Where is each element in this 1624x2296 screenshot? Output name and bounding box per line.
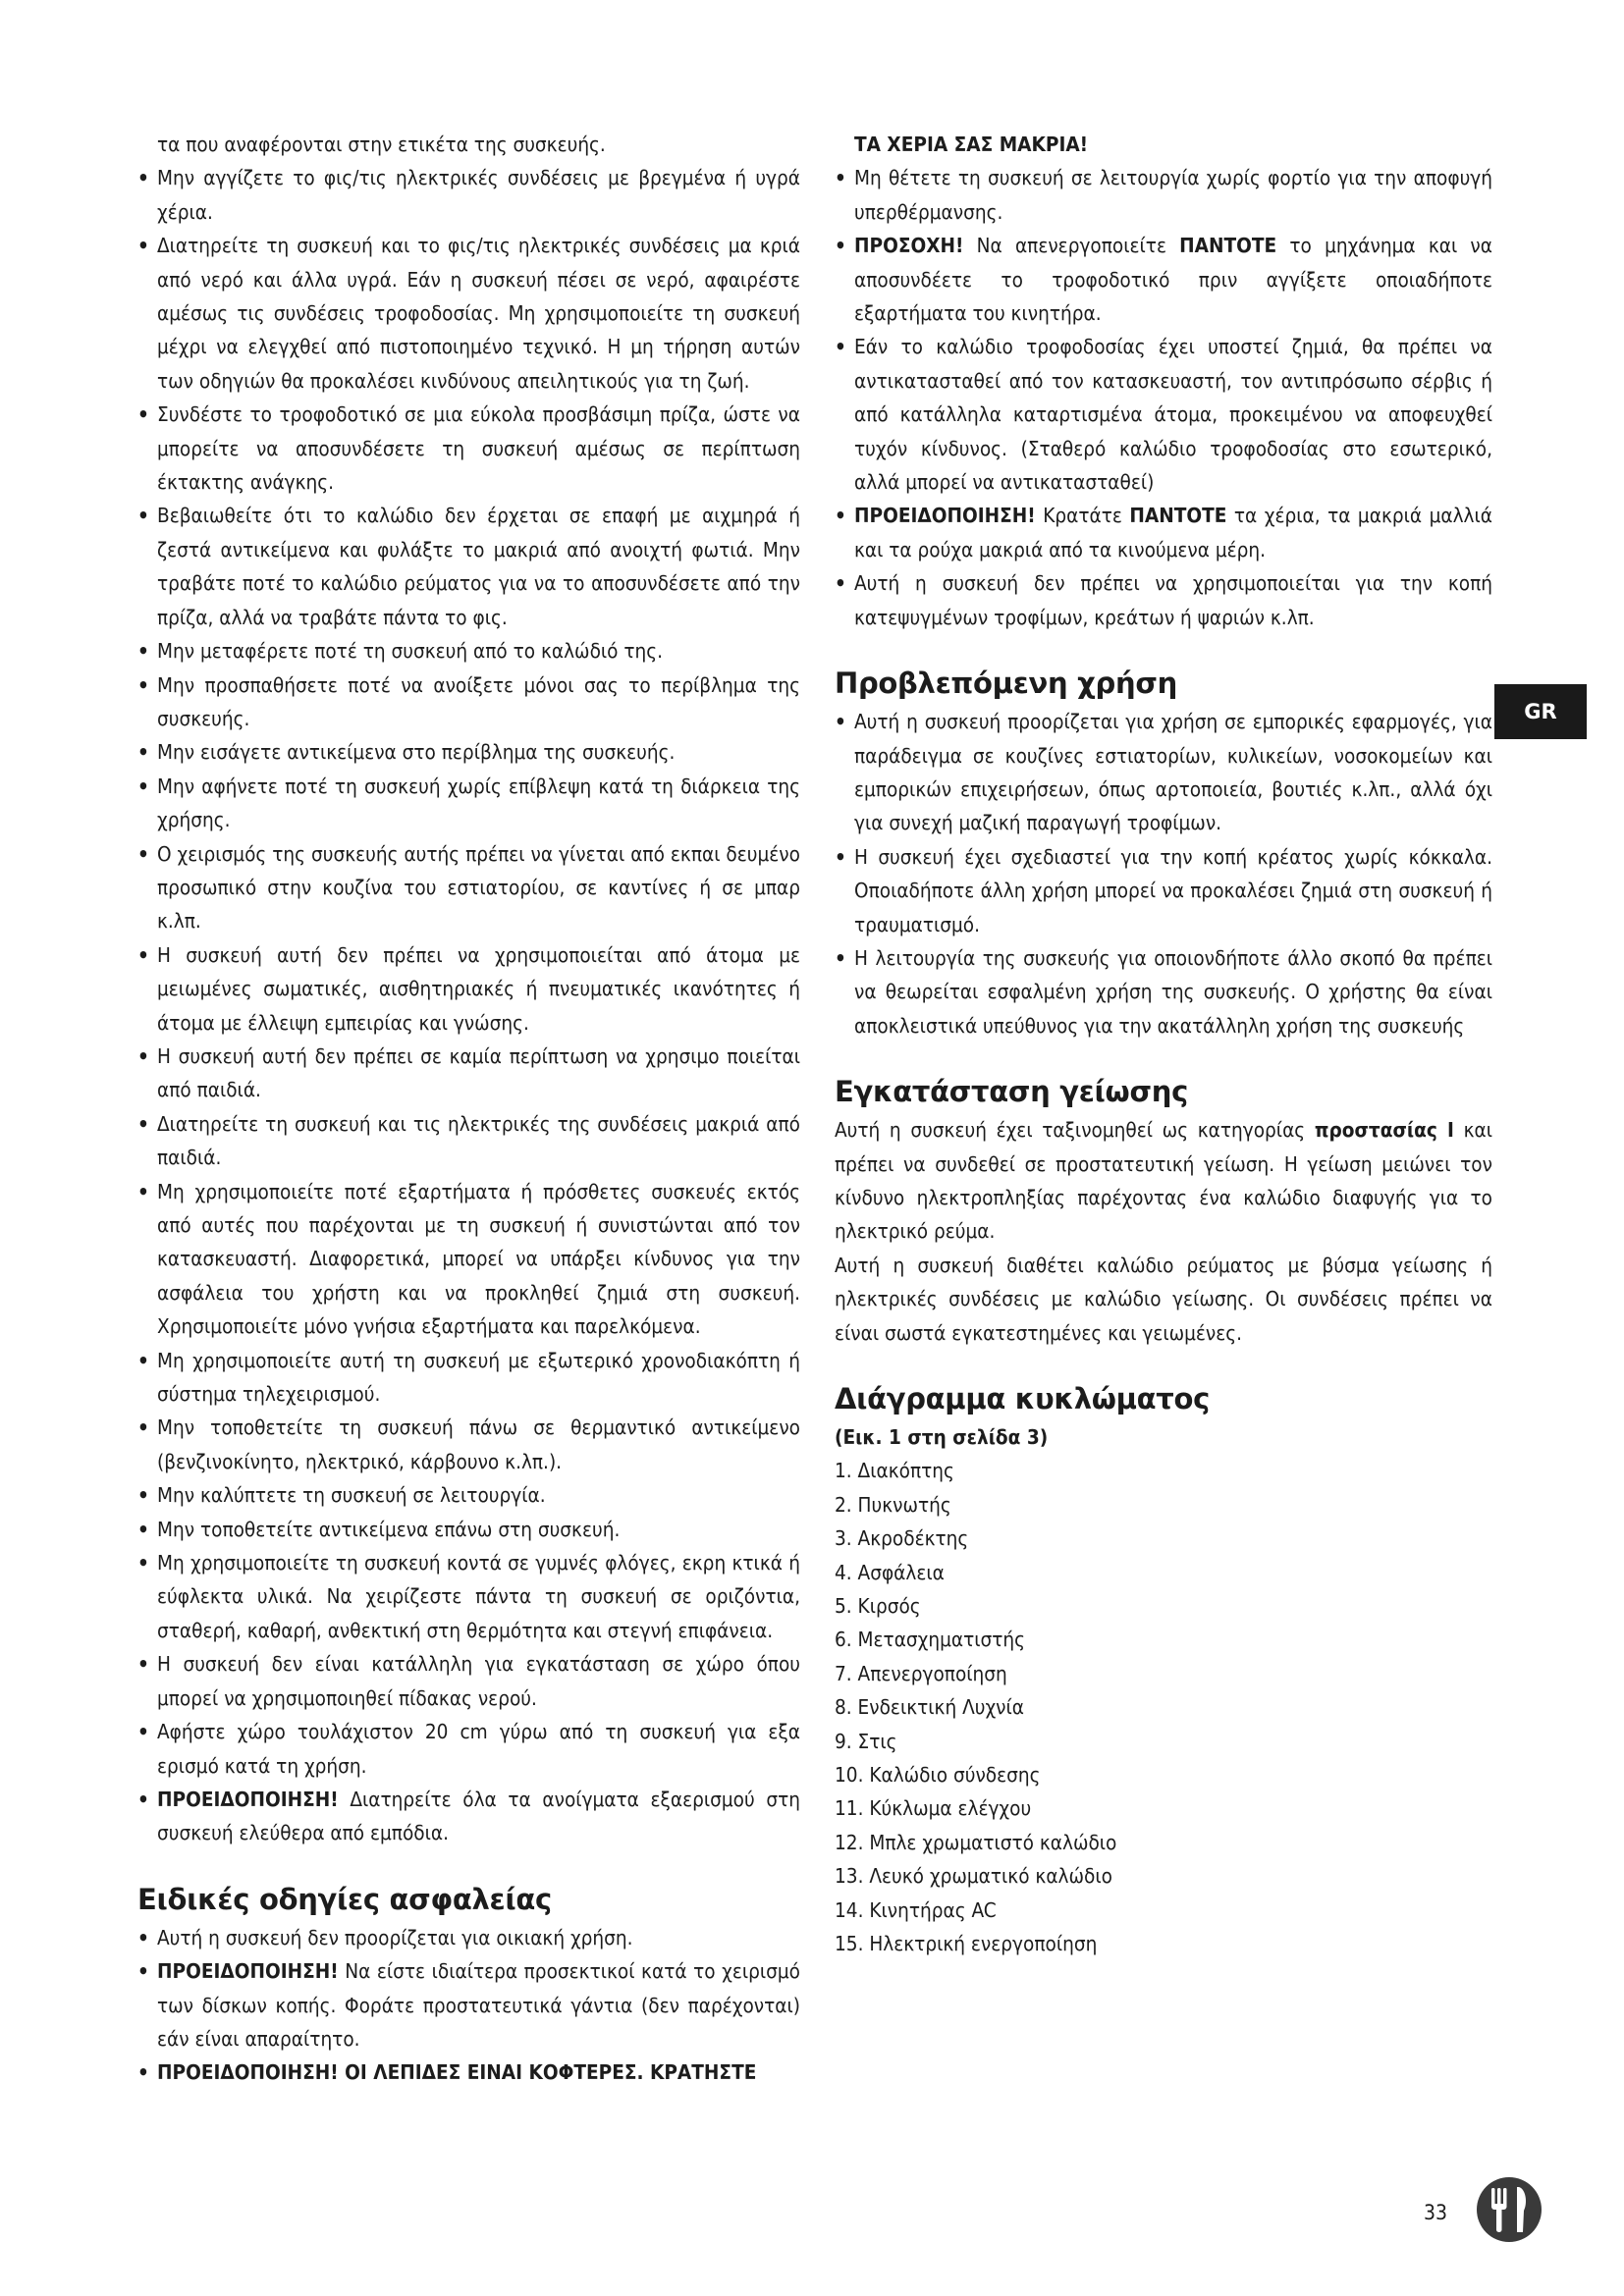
safety-item xyxy=(835,499,1492,566)
safety-item: • Μην εισάγετε αντικείμενα στο περίβλημα της συσκευής. xyxy=(137,735,800,769)
continued-text: τα που αναφέρονται στην ετικέτα της συσκευής. xyxy=(157,133,606,156)
parts-list-item: 7. Απενεργοποίηση xyxy=(835,1661,1007,1685)
use-item: • Αυτή η συσκευή προορίζεται για χρήση σε εμπορικές εφαρμογές, για παράδειγμα σε κουζίνες εστιατορίων, κυλικείων, νοσοκομείων και εμπορικών επιχειρήσεων, όπως αρτοποιεία, βουτιές κ.λπ., αλλά όχι για συνεχή μαζική παραγωγή τροφίμων. xyxy=(835,705,1492,840)
safety-item: • Αφήστε χώρο τουλάχιστον 20 cm γύρω από τη συσκευή για εξα ερισμό κατά τη χρήση. xyxy=(137,1715,800,1783)
safety-item: • Μη χρησιμοποιείτε ποτέ εξαρτήματα ή πρόσθετες συσκευές εκτός από αυτές που παρέχονται με τη συσκευή ή συνιστώνται από τον κατασκευαστή. Διαφορετικά, μπορεί να υπάρξει κίνδυνος για την ασφάλεια του χρήστη και να προκληθεί ζημιά στη συσκευή. Χρησιμοποιείτε μόνο γνήσια εξαρτήματα και παρελκόμενα. xyxy=(137,1175,800,1344)
parts-list-item: 13. Λευκό χρωματικό καλώδιο xyxy=(835,1864,1112,1889)
protection-class: προστασίας I xyxy=(1314,1118,1454,1143)
warning-label: ΠΡΟΕΙΔΟΠΟΙΗΣΗ! xyxy=(854,504,1036,528)
warning-text: το μηχάνημα και να αποσυνδέετε το τροφοδοτικό πριν αγγίξετε οποιαδήποτε εξαρτήματα του κινητήρα. xyxy=(854,234,1492,326)
safety-item: • Μην τοποθετείτε τη συσκευή πάνω σε θερμαντικό αντικείμενο (βενζινοκίνητο, ηλεκτρικό, κάρβουνο κ.λπ.). xyxy=(137,1411,800,1478)
safety-item: • Μη χρησιμοποιείτε αυτή τη συσκευή με εξωτερικό χρονοδιακόπτη ή σύστημα τηλεχειρισμού. xyxy=(137,1344,800,1412)
left-column xyxy=(137,128,800,2090)
emphasis: ΠΑΝΤΟΤΕ xyxy=(1129,504,1227,528)
use-item: • Η συσκευή έχει σχεδιαστεί για την κοπή κρέατος χωρίς κόκκαλα. Οποιαδήποτε άλλη χρήση μπορεί να προκαλέσει ζημιά στη συσκευή ή τραυματισμό. xyxy=(835,840,1492,941)
warning-label: ΠΡΟΣΟΧΗ! xyxy=(854,234,964,258)
parts-list-item: 14. Κινητήρας AC xyxy=(835,1897,997,1922)
parts-list-item: 15. Ηλεκτρική ενεργοποίηση xyxy=(835,1932,1098,1956)
warning-text: Να είστε ιδιαίτερα προσεκτικοί κατά το χειρισμό των δίσκων κοπής. Φοράτε προστατευτικά γάντια (δεν παρέχονται) εάν είναι απαραίτητο. xyxy=(157,1959,800,2051)
safety-item: • Μην αφήνετε ποτέ τη συσκευή χωρίς επίβλεψη κατά τη διάρκεια της χρήσης. xyxy=(137,770,800,837)
safety-item: • Ο χειρισμός της συσκευής αυτής πρέπει να γίνεται από εκπαι δευμένο προσωπικό στην κουζίνα του εστιατορίου, σε καντίνες ή σε μπαρ κ.λπ. xyxy=(137,837,800,938)
warning-text: Διατηρείτε όλα τα ανοίγματα εξαερισμού στη συσκευή ελεύθερα από εμπόδια. xyxy=(157,1787,800,1845)
parts-list-item: 9. Στις xyxy=(835,1729,897,1753)
right-column xyxy=(835,128,1492,1961)
special-safety-heading: Ειδικές οδηγίες ασφαλείας xyxy=(137,1882,552,1916)
safety-item: • Διατηρείτε τη συσκευή και το φις/τις ηλεκτρικές συνδέσεις μα κριά από νερό και άλλα υγρά. Εάν η συσκευή πέσει σε νερό, αφαιρέστε αμέσως τις συνδέσεις τροφοδοσίας. Μη χρησιμοποιείτε τη συσκευή μέχρι να ελεγχθεί από πιστοποιημένο τεχνικό. Η μη τήρηση αυτών των οδηγιών θα προκαλέσει κινδύνους απειλητικούς για τη ζωή. xyxy=(137,229,800,398)
intended-use-heading: Προβλεπόμενη χρήση xyxy=(835,667,1177,701)
safety-item: • Η συσκευή αυτή δεν πρέπει σε καμία περίπτωση να χρησιμο ποιείται από παιδιά. xyxy=(137,1040,800,1107)
safety-item xyxy=(835,229,1492,330)
grounding-text-2: Αυτή η συσκευή διαθέτει καλώδιο ρεύματος με βύσμα γείωσης ή ηλεκτρικές συνδέσεις με καλώδιο γείωσης. Οι συνδέσεις πρέπει να είναι σωστά εγκατεστημένες και γειωμένες. xyxy=(835,1253,1492,1345)
special-item: • Αυτή η συσκευή δεν προορίζεται για οικιακή χρήση. xyxy=(137,1921,800,1954)
hands-away-label: ΤΑ ΧΕΡΙΑ ΣΑΣ ΜΑΚΡΙΑ! xyxy=(854,133,1089,156)
parts-list-item: 4. Ασφάλεια xyxy=(835,1560,945,1584)
warning-text: τα χέρια, τα μακριά μαλλιά και τα ρούχα μακριά από τα κινούμενα μέρη. xyxy=(854,504,1492,561)
warning-label: ΠΡΟΕΙΔΟΠΟΙΗΣΗ! xyxy=(157,1959,339,1984)
parts-list-item: 12. Μπλε χρωματιστό καλώδιο xyxy=(835,1830,1117,1854)
grounding-text-b: και πρέπει να συνδεθεί σε προστατευτική γείωση. Η γείωση μειώνει τον κίνδυνο ηλεκτροπληξίας παρέχοντας ένα καλώδιο διαφυγής για το ηλεκτρικό ρεύμα. xyxy=(835,1118,1492,1244)
parts-list-item: 10. Καλώδιο σύνδεσης xyxy=(835,1763,1041,1788)
warning-label: ΠΡΟΕΙΔΟΠΟΙΗΣΗ! xyxy=(157,1787,339,1811)
safety-item: • Μην αγγίζετε το φις/τις ηλεκτρικές συνδέσεις με βρεγμένα ή υγρά χέρια. xyxy=(137,161,800,229)
grounding-heading: Εγκατάσταση γείωσης xyxy=(835,1075,1188,1109)
parts-list xyxy=(835,1454,1492,1960)
safety-item: • Αυτή η συσκευή δεν πρέπει να χρησιμοποιείται για την κοπή κατεψυγμένων τροφίμων, κρεάτων ή ψαριών κ.λπ. xyxy=(835,566,1492,634)
language-tab: GR xyxy=(1494,684,1587,739)
warning-item xyxy=(137,1783,800,1850)
safety-item: • Βεβαιωθείτε ότι το καλώδιο δεν έρχεται σε επαφή με αιχμηρά ή ζεστά αντικείμενα και φυλάξτε το μακριά από ανοιχτή φωτιά. Μην τραβάτε ποτέ το καλώδιο ρεύματος για να το αποσυνδέσετε από την πρίζα, αλλά να τραβάτε πάντα το φις. xyxy=(137,499,800,634)
parts-list-item: 8. Ενδεικτική Λυχνία xyxy=(835,1695,1025,1720)
grounding-text-a: Αυτή η συσκευή έχει ταξινομηθεί ως κατηγορίας xyxy=(835,1118,1315,1143)
emphasis: ΠΑΝΤΟΤΕ xyxy=(1179,234,1277,258)
safety-item: • Μην προσπαθήσετε ποτέ να ανοίξετε μόνοι σας το περίβλημα της συσκευής. xyxy=(137,668,800,736)
diagram-reference: (Εικ. 1 στη σελίδα 3) xyxy=(835,1425,1049,1449)
safety-item: • Συνδέστε το τροφοδοτικό σε μια εύκολα προσβάσιμη πρίζα, ώστε να μπορείτε να αποσυνδέσετε τη συσκευή αμέσως σε περίπτωση έκτακτης ανάγκης. xyxy=(137,398,800,499)
safety-item: • Μην τοποθετείτε αντικείμενα επάνω στη συσκευή. xyxy=(137,1513,800,1546)
grounding-text xyxy=(835,1113,1492,1249)
page-number: 33 xyxy=(1424,2201,1448,2224)
safety-item: • Εάν το καλώδιο τροφοδοσίας έχει υποστεί ζημιά, θα πρέπει να αντικατασταθεί από τον κατασκευαστή, τον αντιπρόσωπο σέρβις ή από κατάλληλα καταρτισμένα άτομα, προκειμένου να αποφευχθεί τυχόν κίνδυνος. (Σταθερό καλώδιο τροφοδοσίας στο εσωτερικό, αλλά μπορεί να αντικατασταθεί) xyxy=(835,330,1492,499)
special-item xyxy=(137,1954,800,2056)
parts-list-item: 11. Κύκλωμα ελέγχου xyxy=(835,1796,1032,1821)
use-item: • Η λειτουργία της συσκευής για οποιονδήποτε άλλο σκοπό θα πρέπει να θεωρείται εσφαλμένη χρήση της συσκευής. Ο χρήστης θα είναι αποκλειστικά υπεύθυνος για την ακατάλληλη χρήση της συσκευής xyxy=(835,941,1492,1042)
cutlery-logo-icon xyxy=(1475,2175,1543,2244)
warning-text: Να απενεργοποιείτε xyxy=(963,234,1180,258)
parts-list-item: 1. Διακόπτης xyxy=(835,1459,954,1483)
safety-list xyxy=(137,161,800,1783)
circuit-diagram-heading: Διάγραμμα κυκλώματος xyxy=(835,1382,1211,1415)
warning-label: ΠΡΟΕΙΔΟΠΟΙΗΣΗ! ΟΙ ΛΕΠΙΔΕΣ ΕΙΝΑΙ ΚΟΦΤΕΡΕΣ. ΚΡΑΤΗΣΤΕ xyxy=(157,2060,757,2085)
parts-list-item: 3. Ακροδέκτης xyxy=(835,1526,969,1551)
special-item xyxy=(137,2056,800,2089)
safety-item: • Η συσκευή αυτή δεν πρέπει να χρησιμοποιείται από άτομα με μειωμένες σωματικές, αισθητηριακές ή πνευματικές ικανότητες ή άτομα με έλλειψη εμπειρίας και γνώσης. xyxy=(137,938,800,1040)
safety-item: • Μη χρησιμοποιείτε τη συσκευή κοντά σε γυμνές φλόγες, εκρη κτικά ή εύφλεκτα υλικά. Να χειρίζεστε πάντα τη συσκευή σε οριζόντια, σταθερή, καθαρή, ανθεκτική στη θερμότητα και στεγνή επιφάνεια. xyxy=(137,1546,800,1647)
parts-list-item: 5. Κιρσός xyxy=(835,1594,921,1619)
parts-list-item: 2. Πυκνωτής xyxy=(835,1492,951,1517)
safety-item: • Μην καλύπτετε τη συσκευή σε λειτουργία. xyxy=(137,1478,800,1512)
warning-text: Κρατάτε xyxy=(1035,504,1130,528)
parts-list-item: 6. Μετασχηματιστής xyxy=(835,1628,1026,1652)
safety-item: • Μη θέτετε τη συσκευή σε λειτουργία χωρίς φορτίο για την αποφυγή υπερθέρμανσης. xyxy=(835,161,1492,229)
safety-item: • Μην μεταφέρετε ποτέ τη συσκευή από το καλώδιό της. xyxy=(137,634,800,667)
safety-item: • Η συσκευή δεν είναι κατάλληλη για εγκατάσταση σε χώρο όπου μπορεί να χρησιμοποιηθεί πίδακας νερού. xyxy=(137,1647,800,1715)
safety-item: • Διατηρείτε τη συσκευή και τις ηλεκτρικές της συνδέσεις μακριά από παιδιά. xyxy=(137,1107,800,1175)
